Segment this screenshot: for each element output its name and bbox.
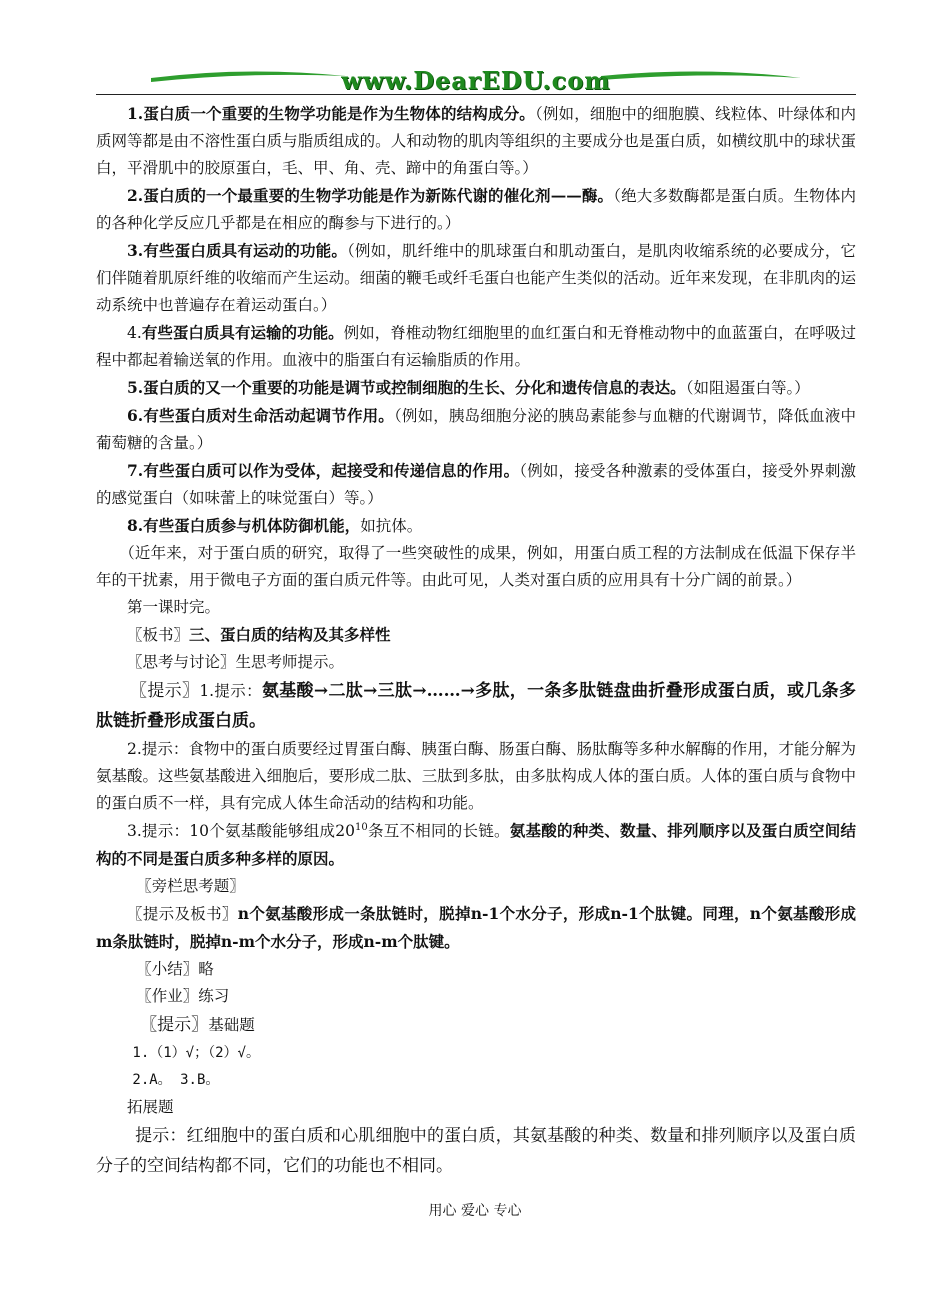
side-question-heading: 〖旁栏思考题〗: [136, 877, 245, 895]
item-8: 8.有些蛋白质参与机体防御机能，如抗体。: [127, 516, 423, 535]
item-6: 6.有些蛋白质对生命活动起调节作用。（例如，胰岛细胞分泌的胰岛素能参与血糖的代谢调节，降低血液中葡萄糖的含量。）: [96, 406, 856, 452]
side-hint: 〖提示及板书〗n个氨基酸形成一条肽链时，脱掉n-1个水分子，形成n-1个肽键。同理，n个氨基酸形成m条肽链时，脱掉n-m个水分子，形成n-m个肽键。: [96, 904, 856, 951]
site-logo[interactable]: www.DearEDU.com: [341, 66, 611, 95]
basic-hint: 〖提示〗基础题: [140, 1015, 255, 1035]
page-footer: 用心 爱心 专心: [428, 1203, 522, 1219]
item-1: 1.蛋白质一个重要的生物学功能是作为生物体的结构成分。（例如，细胞中的细胞膜、线粒体、叶绿体和内质网等都是由不溶性蛋白质与脂质组成的。人和动物的肌肉等组织的主要成分也是蛋白质，如横纹肌中的球状蛋白，平滑肌中的胶原蛋白，毛、甲、角、壳、蹄中的角蛋白等。）: [96, 104, 856, 177]
note-paragraph: （近年来，对于蛋白质的研究，取得了一些突破性的成果，例如，用蛋白质工程的方法制成在低温下保存半年的干扰素，用于微电子方面的蛋白质元件等。由此可见，人类对蛋白质的应用具有十分广阔的前景。）: [96, 544, 856, 589]
answer-2: 2.A。 3.B。: [132, 1072, 220, 1088]
item-3: 3.有些蛋白质具有运动的功能。（例如，肌纤维中的肌球蛋白和肌动蛋白，是肌肉收缩系统的必要成分，它们伴随着肌原纤维的收缩而产生运动。细菌的鞭毛或纤毛蛋白也能产生类似的活动。近年来发现，在非肌肉的运动系统中也普遍存在着运动蛋白。）: [96, 241, 856, 314]
lesson-end: 第一课时完。: [127, 598, 221, 616]
hint-2: 2.提示：食物中的蛋白质要经过胃蛋白酶、胰蛋白酶、肠蛋白酶、肠肽酶等多种水解酶的作用，才能分解为氨基酸。这些氨基酸进入细胞后，要形成二肽、三肽到多肽，由多肽构成人体的蛋白质。人体的蛋白质与食物中的蛋白质不一样，具有完成人体生命活动的结构和功能。: [96, 740, 856, 812]
discussion-line: 〖思考与讨论〗生思考师提示。: [127, 653, 345, 671]
hint-3: 3.提示：10个氨基酸能够组成$20^{10}$条互不相同的长链。氨基酸的种类、数量、排列顺序以及蛋白质空间结构的不同是蛋白质多种多样的原因。: [96, 821, 856, 868]
item-7: 7.有些蛋白质可以作为受体，起接受和传递信息的作用。（例如，接受各种激素的受体蛋白，接受外界刺激的感觉蛋白（如味蕾上的味觉蛋白）等。）: [96, 461, 856, 507]
summary-line: 〖小结〗略: [136, 960, 214, 978]
item-4: 4.有些蛋白质具有运输的功能。例如，脊椎动物红细胞里的血红蛋白和无脊椎动物中的血蓝蛋白，在呼吸过程中都起着输送氧的作用。血液中的脂蛋白有运输脂质的作用。: [96, 323, 856, 369]
item-5: 5.蛋白质的又一个重要的功能是调节或控制细胞的生长、分化和遗传信息的表达。（如阻遏蛋白等。）: [127, 378, 810, 397]
answer-1: 1.（1）√；（2）√。: [132, 1045, 260, 1061]
header-rule: [96, 94, 856, 95]
document-body: [96, 100, 856, 1181]
homework-line: 〖作业〗练习: [136, 987, 230, 1005]
expand-hint: 提示：红细胞中的蛋白质和心肌细胞中的蛋白质，其氨基酸的种类、数量和排列顺序以及蛋白质分子的空间结构都不同，它们的功能也不相同。: [96, 1126, 856, 1176]
board-heading: 〖板书〗三、蛋白质的结构及其多样性: [127, 625, 391, 644]
item-2: 2.蛋白质的一个最重要的生物学功能是作为新陈代谢的催化剂——酶。（绝大多数酶都是蛋白质。生物体内的各种化学反应几乎都是在相应的酶参与下进行的。）: [96, 186, 856, 232]
expand-heading: 拓展题: [127, 1098, 174, 1116]
hint-1: 〖提示〗1.提示：氨基酸→二肽→三肽→……→多肽，一条多肽链盘曲折叠形成蛋白质，或几条多肽链折叠形成蛋白质。: [96, 681, 856, 731]
